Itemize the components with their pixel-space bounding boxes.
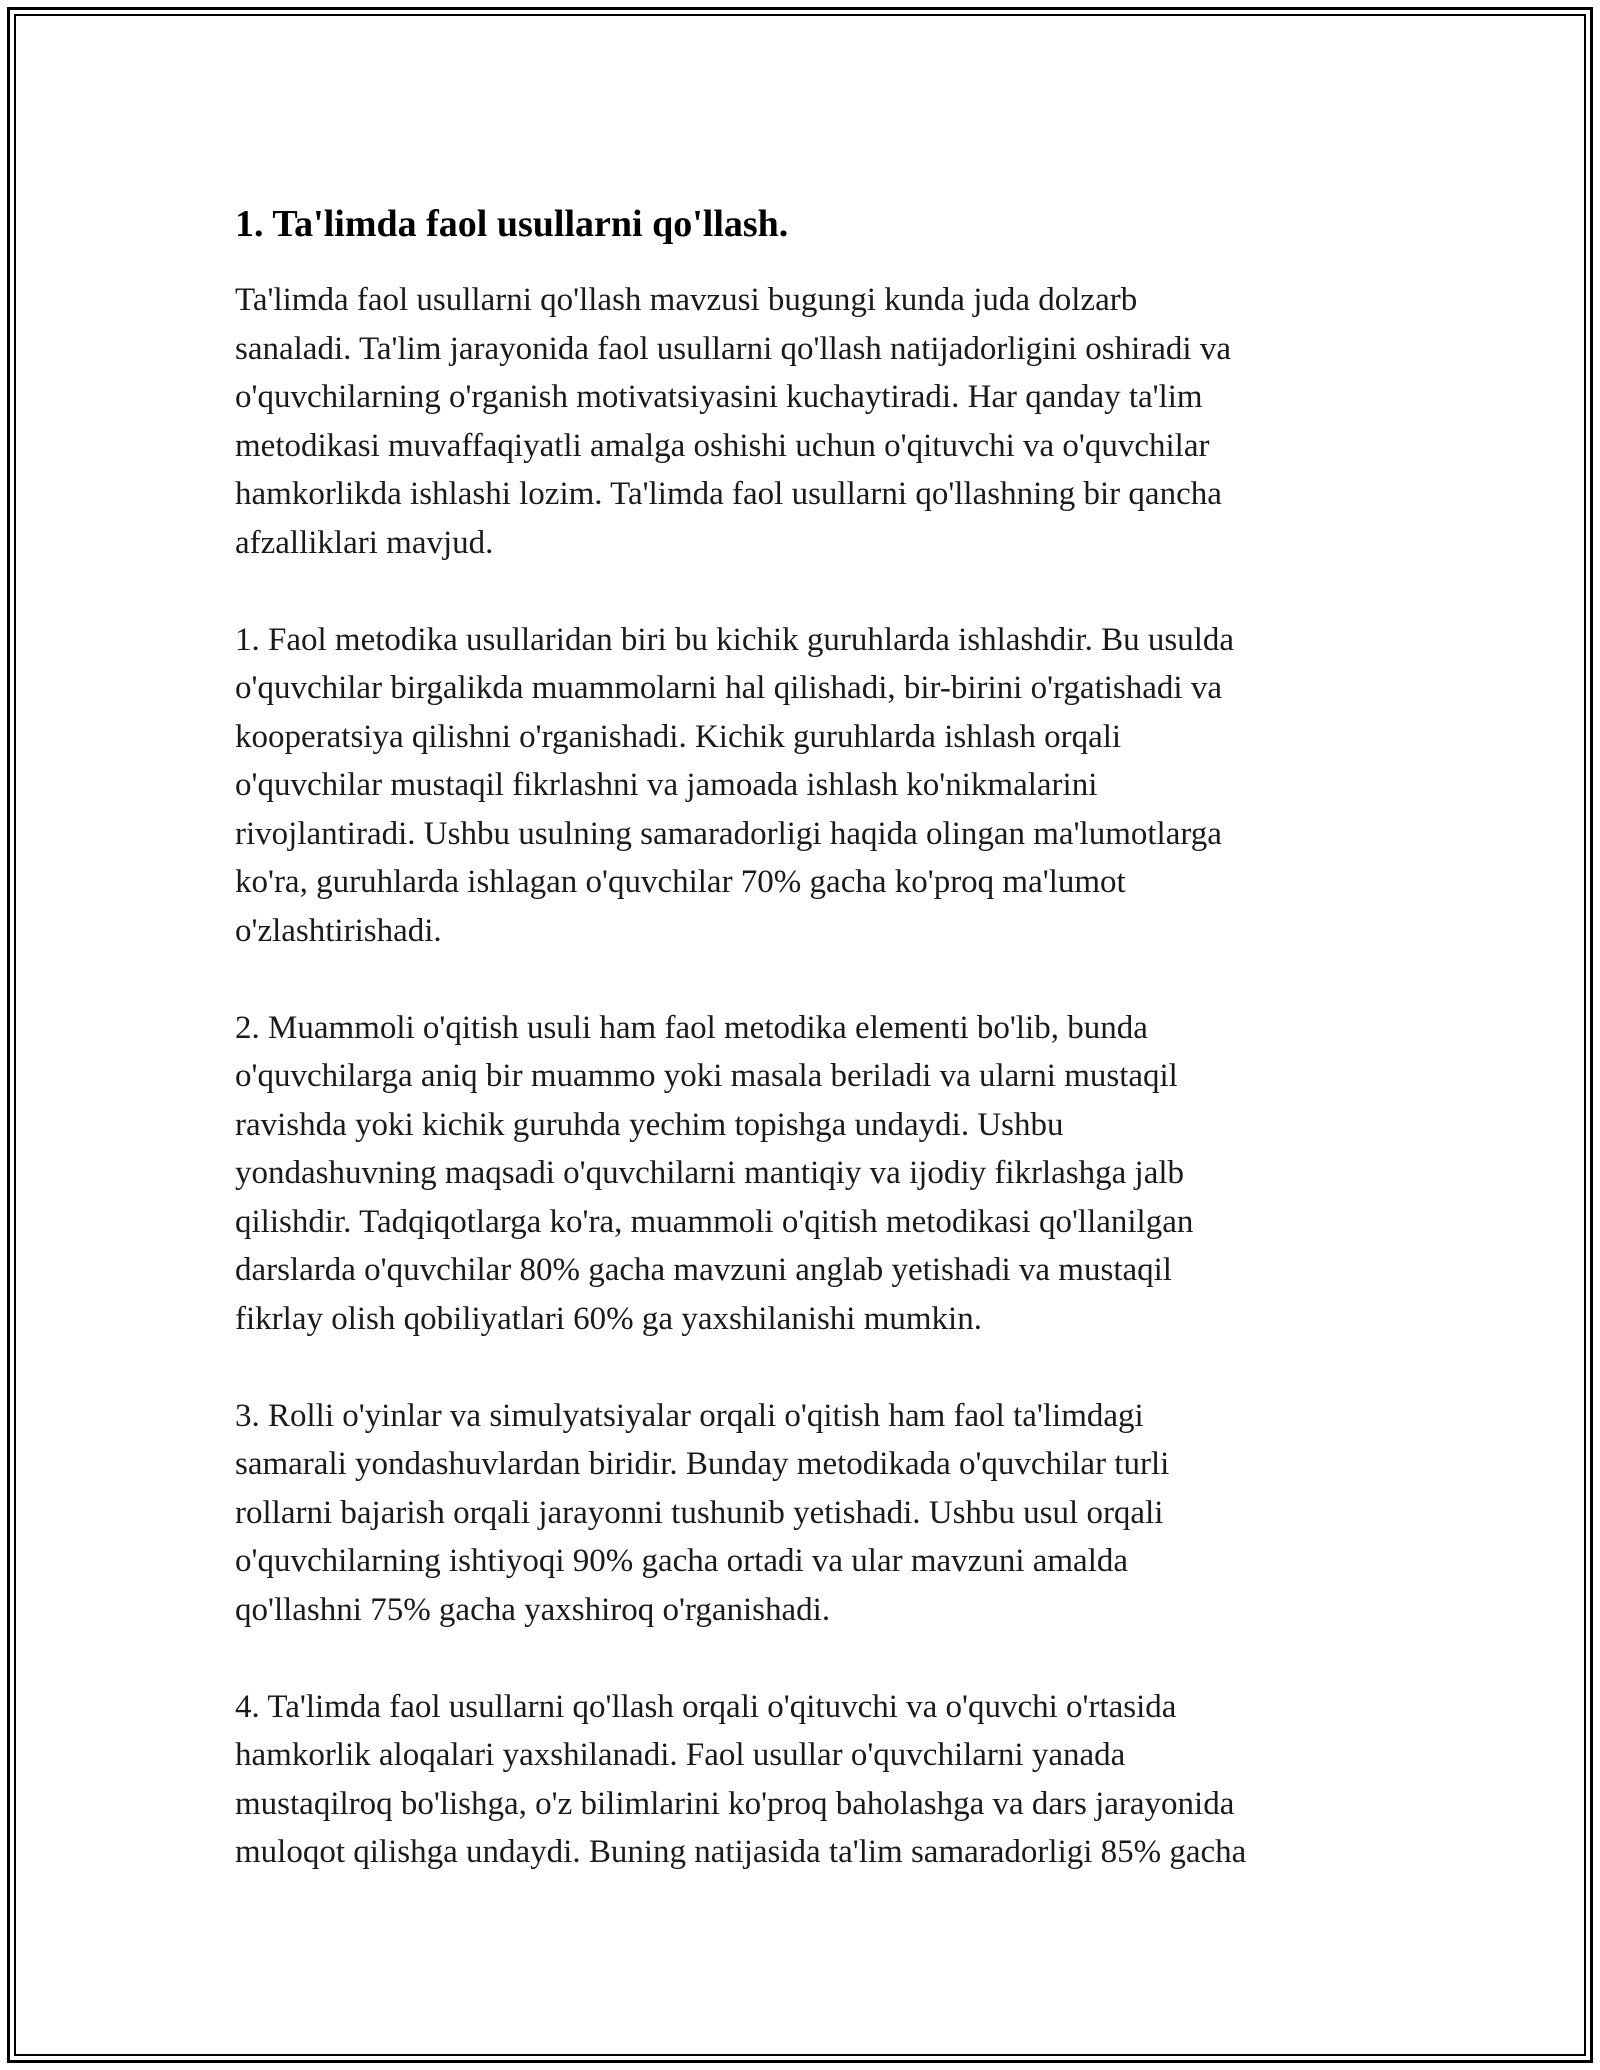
paragraph-point-4: 4. Ta'limda faol usullarni qo'llash orqali o'qituvchi va o'quvchi o'rtasida hamkorlik aloqalari yaxshilanadi. Faol usullar o'quvchilarni yanada mustaqilroq bo'lishga, o'z bilimlarini ko'proq baholashga va dars jarayonida muloqot qilishga undaydi. Buning natijasida ta'lim samaradorligi 85% gacha bbox=[235, 1688, 1247, 1870]
paragraph-intro: Ta'limda faol usullarni qo'llash mavzusi bugungi kunda juda dolzarb sanaladi. Ta'lim jarayonida faol usullarni qo'llash natijadorligini oshiradi va o'quvchilarning o'rganish motivatsiyasini kuchaytiradi. Har qanday ta'lim metodikasi muvaffaqiyatli amalga oshishi uchun o'qituvchi va o'quvchilar hamkorlikda ishlashi lozim. Ta'limda faol usullarni qo'llashning bir qancha afzalliklari mavjud. bbox=[235, 282, 1231, 561]
paragraph-point-3: 3. Rolli o'yinlar va simulyatsiyalar orqali o'qitish ham faol ta'limdagi samarali yondashuvlardan biridir. Bunday metodikada o'quvchilar turli rollarni bajarish orqali jarayonni tushunib yetishadi. Ushbu usul orqali o'quvchilarning ishtiyoqi 90% gacha ortadi va ular mavzuni amalda qo'llashni 75% gacha yaxshiroq o'rganishadi. bbox=[235, 1397, 1170, 1628]
document-body bbox=[235, 180, 1385, 1925]
paragraph-point-2: 2. Muammoli o'qitish usuli ham faol metodika elementi bo'lib, bunda o'quvchilarga aniq bir muammo yoki masala beriladi va ularni mustaqil ravishda yoki kichik guruhda yechim topishga undaydi. Ushbu yondashuvning maqsadi o'quvchilarni mantiqiy va ijodiy fikrlashga jalb qilishdir. Tadqiqotlarga ko'ra, muammoli o'qitish metodikasi qo'llanilgan darslarda o'quvchilar 80% gacha mavzuni anglab yetishadi va mustaqil fikrlay olish qobiliyatlari 60% ga yaxshilanishi mumkin. bbox=[235, 1009, 1194, 1337]
paragraph-point-1: 1. Faol metodika usullaridan biri bu kichik guruhlarda ishlashdir. Bu usulda o'quvchilar birgalikda muammolarni hal qilishadi, bir-birini o'rgatishadi va kooperatsiya qilishni o'rganishadi. Kichik guruhlarda ishlash orqali o'quvchilar mustaqil fikrlashni va jamoada ishlash ko'nikmalarini rivojlantiradi. Ushbu usulning samaradorligi haqida olingan ma'lumotlarga ko'ra, guruhlarda ishlagan o'quvchilar 70% gacha ko'proq ma'lumot o'zlashtirishadi. bbox=[235, 621, 1235, 949]
document-title: 1. Ta'limda faol usullarni qo'llash. bbox=[235, 203, 789, 245]
